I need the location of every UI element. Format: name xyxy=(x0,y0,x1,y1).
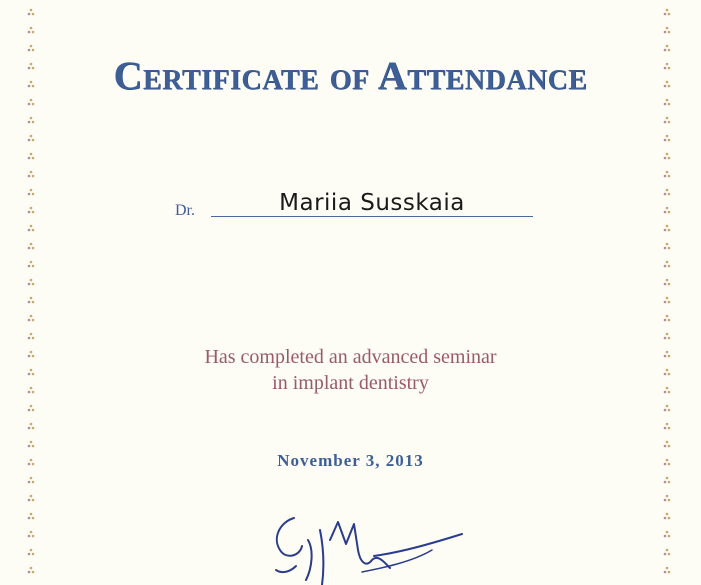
border-dot xyxy=(664,99,671,106)
border-dot xyxy=(28,171,35,178)
border-dot xyxy=(664,261,671,268)
border-dot xyxy=(664,549,671,556)
name-underline xyxy=(211,216,533,217)
statement-line-1: Has completed an advanced seminar xyxy=(204,346,497,368)
border-dot xyxy=(664,315,671,322)
certificate-date: November 3, 2013 xyxy=(277,451,424,470)
border-dot xyxy=(664,333,671,340)
border-dot xyxy=(664,135,671,142)
border-dot xyxy=(664,477,671,484)
border-dot xyxy=(28,549,35,556)
border-dot xyxy=(28,135,35,142)
border-dot xyxy=(664,567,671,574)
border-dot xyxy=(28,189,35,196)
border-dot xyxy=(28,423,35,430)
border-dot xyxy=(28,477,35,484)
border-dot xyxy=(664,423,671,430)
border-dot xyxy=(28,513,35,520)
border-dot xyxy=(664,171,671,178)
border-dot xyxy=(28,567,35,574)
border-dot xyxy=(28,153,35,160)
border-dot xyxy=(28,441,35,448)
border-dot xyxy=(28,99,35,106)
border-dot xyxy=(664,531,671,538)
border-dot xyxy=(664,297,671,304)
border-dot xyxy=(664,45,671,52)
border-dot xyxy=(664,495,671,502)
border-dot xyxy=(28,225,35,232)
border-dot xyxy=(664,189,671,196)
certificate-title: Certificate of Attendance xyxy=(113,53,588,98)
border-dot xyxy=(28,495,35,502)
border-dot xyxy=(28,297,35,304)
border-dot xyxy=(28,333,35,340)
border-dot xyxy=(664,441,671,448)
statement-line-2: in implant dentistry xyxy=(272,372,429,394)
border-dot xyxy=(28,405,35,412)
border-dot xyxy=(664,513,671,520)
signature-icon xyxy=(262,510,472,585)
border-dot xyxy=(28,45,35,52)
border-dot xyxy=(664,207,671,214)
border-dot xyxy=(664,225,671,232)
honorific-label: Dr. xyxy=(175,202,195,219)
completion-statement xyxy=(0,344,701,396)
border-dot xyxy=(664,153,671,160)
border-dot xyxy=(664,117,671,124)
border-dot xyxy=(664,9,671,16)
border-dot xyxy=(28,207,35,214)
border-dot xyxy=(664,405,671,412)
border-dot xyxy=(28,117,35,124)
border-dot xyxy=(28,315,35,322)
border-dot xyxy=(28,531,35,538)
recipient-name: Mariia Susskaia xyxy=(279,190,465,216)
border-dot xyxy=(28,27,35,34)
border-dot xyxy=(28,261,35,268)
border-dot xyxy=(664,243,671,250)
border-dot xyxy=(28,243,35,250)
border-dot xyxy=(664,27,671,34)
recipient-row xyxy=(175,190,535,224)
border-dot xyxy=(664,279,671,286)
border-dot xyxy=(28,279,35,286)
border-dot xyxy=(28,9,35,16)
